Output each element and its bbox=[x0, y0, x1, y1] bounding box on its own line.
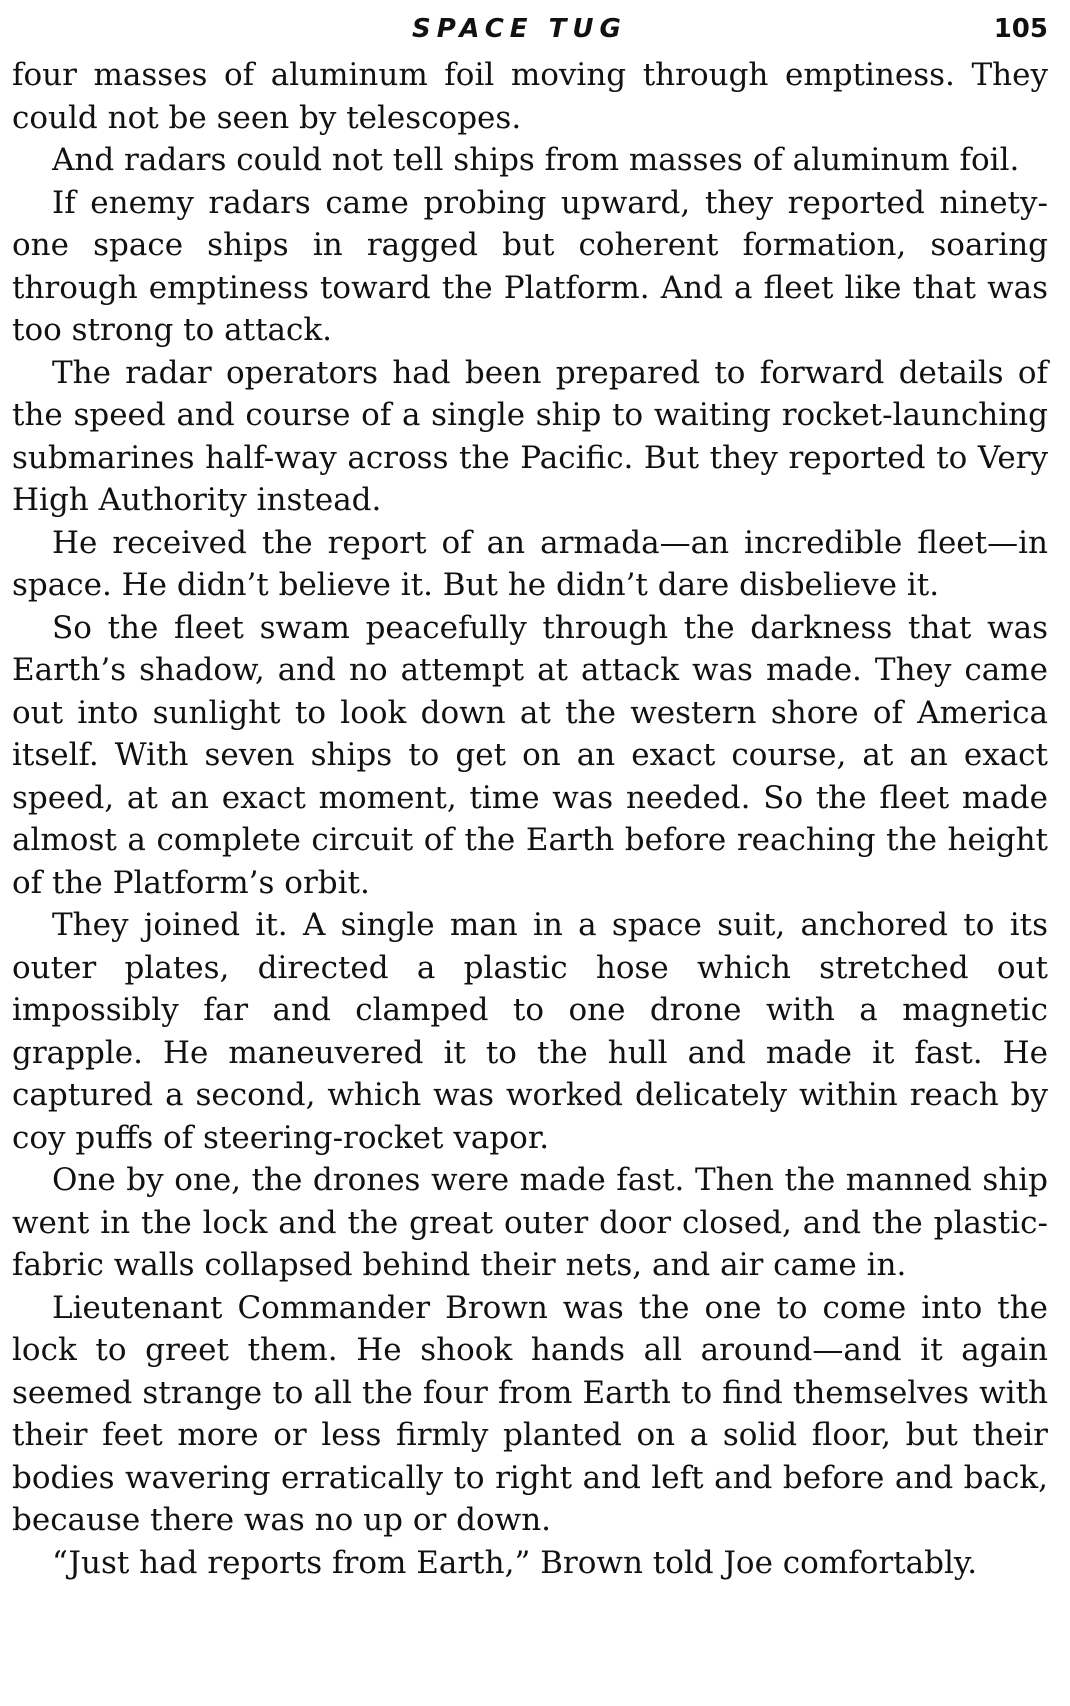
paragraph: So the fleet swam peacefully through the darkness that was Earth’s shadow, and no attempt at attack was made. They came out into sunlight to look down at the western shore of America itself. With seven ships to get on an exact course, at an exact speed, at an exact moment, time was needed. So the fleet made almost a complete circuit of the Earth before reaching the height of the Platform’s orbit. bbox=[12, 609, 1048, 901]
paragraph: four masses of aluminum foil moving through emptiness. They could not be seen by telescopes. bbox=[12, 57, 1048, 136]
page-number: 105 bbox=[993, 14, 1048, 44]
running-title: SPACE TUG bbox=[412, 14, 627, 44]
paragraph: The radar operators had been prepared to forward details of the speed and course of a single ship to waiting rocket-launching submarines half-way across the Pacific. But they reported to Very High Authority instead. bbox=[12, 354, 1048, 518]
running-head bbox=[12, 8, 1048, 54]
paragraph: If enemy radars came probing upward, they reported ninety-one space ships in ragged but coherent formation, soaring through emptiness toward the Platform. And a fleet like that was too strong to attack. bbox=[12, 184, 1048, 348]
paragraph: He received the report of an armada—an incredible fleet—in space. He didn’t believe it. But he didn’t dare disbelieve it. bbox=[12, 524, 1048, 603]
paragraph: “Just had reports from Earth,” Brown told Joe comfortably. bbox=[52, 1544, 978, 1581]
paragraph: Lieutenant Commander Brown was the one to come into the lock to greet them. He shook hands all around—and it again seemed strange to all the four from Earth to find themselves with their feet more or less firmly planted on a solid floor, but their bodies wavering erratically to right and left and before and back, because there was no up or down. bbox=[12, 1289, 1048, 1538]
paragraph: One by one, the drones were made fast. Then the manned ship went in the lock and the great outer door closed, and the plastic-fabric walls collapsed behind their nets, and air came in. bbox=[12, 1162, 1048, 1283]
body-text bbox=[12, 54, 1048, 1584]
paragraph: They joined it. A single man in a space suit, anchored to its outer plates, directed a plastic hose which stretched out impossibly far and clamped to one drone with a magnetic grapple. He maneuvered it to the hull and made it fast. He captured a second, which was worked delicately within reach by coy puffs of steering-rocket vapor. bbox=[12, 907, 1048, 1156]
paragraph: And radars could not tell ships from masses of aluminum foil. bbox=[52, 142, 1020, 178]
